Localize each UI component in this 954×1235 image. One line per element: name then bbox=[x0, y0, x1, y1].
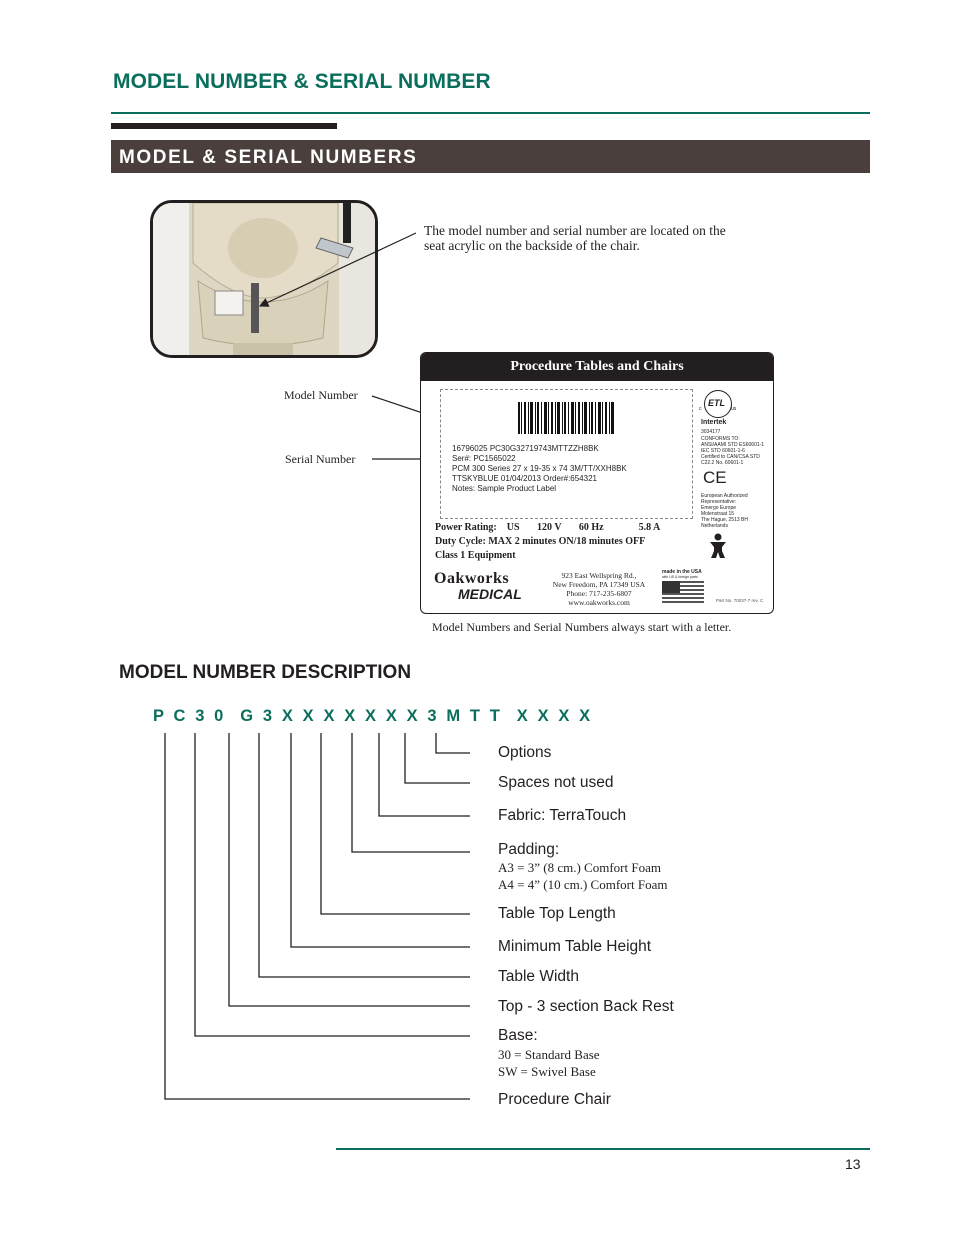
intertek-number: 3034177 bbox=[701, 429, 721, 435]
label-pcm-line: PCM 300 Series 27 x 19-35 x 74 3M/TT/XXH8BK bbox=[452, 464, 627, 473]
label-model-line: 16796025 PC30G32719743MTTZZH8BK bbox=[452, 444, 599, 453]
label-serial-line: Ser#: PC1565022 bbox=[452, 454, 516, 463]
connector-padding bbox=[352, 733, 470, 852]
medical-logo: MEDICAL bbox=[458, 586, 522, 602]
padding-a3: A3 = 3” (8 cm.) Comfort Foam bbox=[498, 860, 661, 875]
eu-rep-5: The Hague, 2513 BH bbox=[701, 517, 748, 523]
description-title: MODEL NUMBER DESCRIPTION bbox=[119, 662, 412, 683]
standard-3: Certified to CAN/CSA STD bbox=[701, 454, 760, 460]
desc-fabric: Fabric: TerraTouch bbox=[498, 807, 627, 824]
company-address bbox=[544, 571, 654, 607]
address-line-2: New Freedom, PA 17349 USA bbox=[552, 580, 646, 589]
desc-options: Options bbox=[498, 744, 552, 761]
connector-spaces bbox=[405, 733, 470, 783]
eu-rep-2: Representative: bbox=[701, 499, 737, 505]
connector-backrest bbox=[229, 733, 470, 1006]
etl-mark-icon bbox=[704, 390, 732, 418]
desc-procedure-chair: Procedure Chair bbox=[498, 1091, 611, 1108]
model-number-callout: Model Number bbox=[284, 388, 358, 402]
connector-height bbox=[291, 733, 470, 947]
page-title: MODEL NUMBER & SERIAL NUMBER bbox=[113, 70, 491, 93]
code-connectors bbox=[165, 733, 470, 1099]
label-tts-line: TTSKYBLUE 01/04/2013 Order#:654321 bbox=[452, 474, 597, 483]
desc-padding: Padding: bbox=[498, 841, 560, 858]
eu-rep-1: European Authorized bbox=[701, 493, 748, 499]
footer-rule bbox=[336, 1148, 870, 1150]
equipment-class: Class 1 Equipment bbox=[435, 550, 516, 561]
made-in-usa-sub: with US & foreign parts bbox=[662, 575, 698, 579]
eu-rep-4: Molenstraat 15 bbox=[701, 511, 735, 517]
intertek-name: Intertek bbox=[701, 419, 727, 426]
desc-table-top-length: Table Top Length bbox=[498, 905, 616, 922]
padding-a4: A4 = 4” (10 cm.) Comfort Foam bbox=[498, 877, 668, 892]
etl-c: c bbox=[699, 406, 702, 412]
phone-line: Phone: 717-235-6807 bbox=[566, 589, 632, 598]
standard-2: IEC STD 60601-1-6 bbox=[701, 448, 745, 454]
barcode bbox=[518, 402, 614, 439]
standard-4: C22.2 No. 60601-1 bbox=[701, 460, 744, 466]
etl-text: ETL bbox=[708, 398, 725, 408]
base-swivel: SW = Swivel Base bbox=[498, 1064, 596, 1079]
connector-chair bbox=[165, 733, 470, 1099]
us-flag-icon bbox=[662, 581, 704, 610]
photo-caption: The model number and serial number are located on the seat acrylic on the backside of the chair. bbox=[424, 223, 726, 253]
desc-table-width: Table Width bbox=[498, 968, 579, 985]
section-title: MODEL & SERIAL NUMBERS bbox=[119, 147, 418, 168]
label-header: Procedure Tables and Chairs bbox=[421, 353, 773, 381]
label-notes-line: Notes: Sample Product Label bbox=[452, 484, 557, 493]
address-line-1: 923 East Wellspring Rd., bbox=[561, 571, 637, 580]
part-number: Part No. 70037-7 rev. C bbox=[716, 598, 764, 603]
etl-us: us bbox=[731, 406, 737, 412]
page-number: 13 bbox=[845, 1156, 861, 1172]
duty-cycle: Duty Cycle: MAX 2 minutes ON/18 minutes OFF bbox=[435, 536, 646, 547]
serial-number-callout: Serial Number bbox=[285, 452, 356, 466]
connector-options bbox=[436, 733, 470, 753]
ce-mark-icon: CE bbox=[703, 468, 727, 487]
web-line: www.oakworks.com bbox=[568, 598, 630, 607]
standard-1: ANSI/AAMI STD ES60601-1 bbox=[701, 442, 765, 448]
connector-length bbox=[321, 733, 470, 914]
desc-back-rest: Top - 3 section Back Rest bbox=[498, 998, 674, 1015]
eu-rep-3: Emergo Europe bbox=[701, 505, 737, 511]
label-note: Model Numbers and Serial Numbers always start with a letter. bbox=[432, 620, 732, 634]
base-standard: 30 = Standard Base bbox=[498, 1047, 600, 1062]
power-rating: Power Rating: US 120 V 60 Hz 5.8 A bbox=[435, 522, 661, 533]
conforms-to: CONFORMS TO: bbox=[701, 436, 740, 442]
connector-base bbox=[195, 733, 470, 1036]
desc-base: Base: bbox=[498, 1027, 538, 1044]
model-code: P C 3 0 G 3 X X X X X X X 3 M T T X X X X bbox=[153, 707, 593, 725]
oakworks-logo: Oakworks bbox=[434, 570, 510, 587]
connector-fabric bbox=[379, 733, 470, 816]
bf-applied-part-icon bbox=[706, 533, 730, 564]
desc-min-table-height: Minimum Table Height bbox=[498, 938, 652, 955]
eu-rep-6: Netherlands bbox=[701, 523, 728, 529]
photo-pointer-arrow bbox=[260, 233, 416, 306]
made-in-usa: made in the USA bbox=[662, 569, 702, 575]
desc-spaces: Spaces not used bbox=[498, 774, 614, 791]
